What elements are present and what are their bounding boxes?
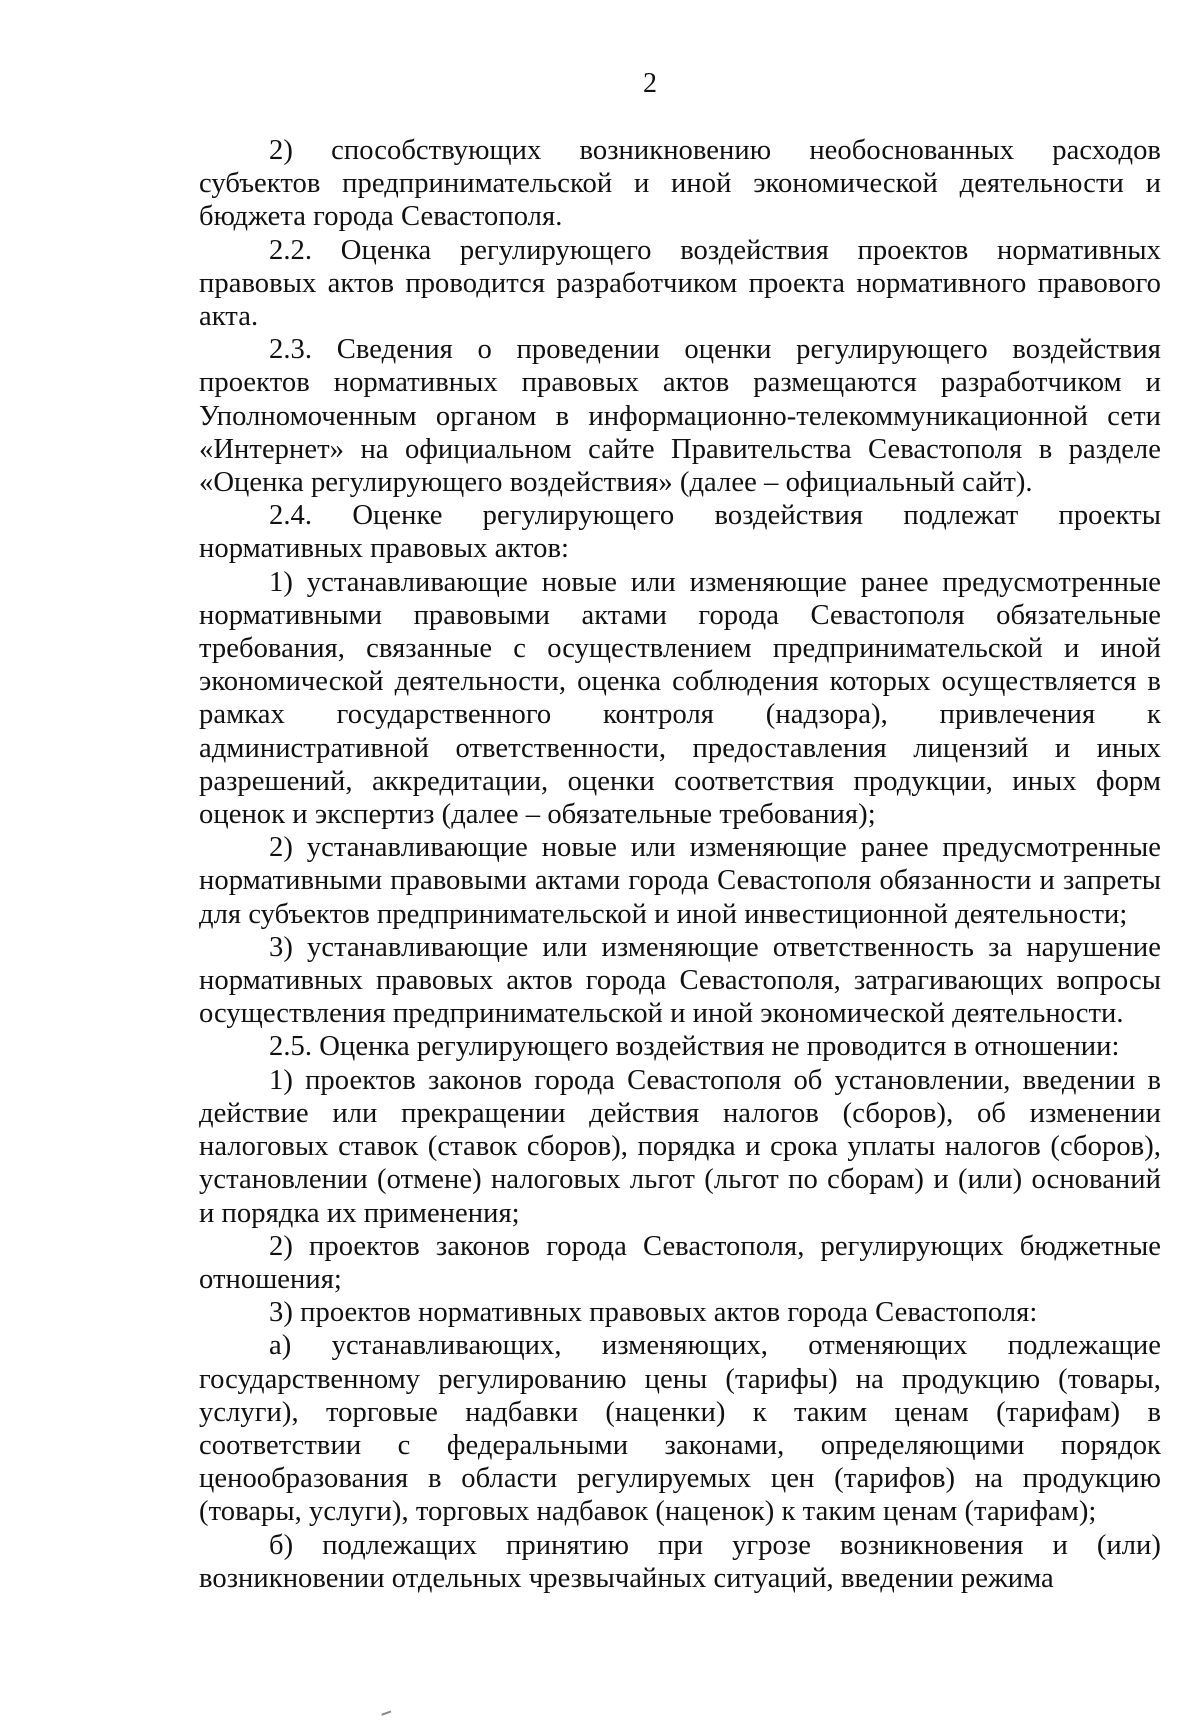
document-body xyxy=(199,134,1161,1595)
paragraph-2-5-item-3-a: а) устанавливающих, изменяющих, отменяющих подлежащие государственному регулированию цены (тарифы) на продукцию (товары, услуги), торговые надбавки (наценки) к таким ценам (тарифам) в соответствии с федеральными законами, определяющими порядок ценообразования в области регулируемых цен (тарифов) на продукцию (товары, услуги), торговых надбавок (наценок) к таким ценам (тарифам); xyxy=(199,1330,1161,1528)
paragraph-2-5-item-2: 2) проектов законов города Севастополя, регулирующих бюджетные отношения; xyxy=(199,1230,1161,1295)
paragraph-2-2: 2.2. Оценка регулирующего воздействия проектов нормативных правовых актов проводится разработчиком проекта нормативного правового акта. xyxy=(199,234,1161,333)
scan-mark xyxy=(381,1710,392,1719)
paragraph-2-4-item-1: 1) устанавливающие новые или изменяющие ранее предусмотренные нормативными правовыми актами города Севастополя обязательные требования, связанные с осуществлением предпринимательской и иной экономической деятельности, оценка соблюдения которых осуществляется в рамках государственного контроля (надзора), привлечения к административной ответственности, предоставления лицензий и иных разрешений, аккредитации, оценки соответствия продукции, иных форм оценок и экспертиз (далее – обязательные требования); xyxy=(199,566,1161,831)
paragraph-item-2-continuation: 2) способствующих возникновению необоснованных расходов субъектов предпринимательской и иной экономической деятельности и бюджета города Севастополя. xyxy=(199,135,1161,233)
paragraph-2-4-item-2: 2) устанавливающие новые или изменяющие ранее предусмотренные нормативными правовыми актами города Севастополя обязанности и запреты для субъектов предпринимательской и иной инвестиционной деятельности; xyxy=(199,832,1161,930)
paragraph-2-5: 2.5. Оценка регулирующего воздействия не проводится в отношении: xyxy=(269,1031,1120,1063)
paragraph-2-3: 2.3. Сведения о проведении оценки регулирующего воздействия проектов нормативных правовых актов размещаются разработчиком и Уполномоченным органом в информационно-телекоммуникационной сети «Интернет» на официальном сайте Правительства Севастополя в разделе «Оценка регулирующего воздействия» (далее – официальный сайт). xyxy=(199,334,1161,499)
paragraph-2-5-item-3: 3) проектов нормативных правовых актов города Севастополя: xyxy=(269,1297,1038,1329)
page-number: 2 xyxy=(643,68,657,99)
paragraph-2-5-item-1: 1) проектов законов города Севастополя об установлении, введении в действие или прекращении действия налогов (сборов), об изменении налоговых ставок (ставок сборов), порядка и срока уплаты налогов (сборов), установлении (отмене) налоговых льгот (льгот по сборам) и (или) оснований и порядка их применения; xyxy=(199,1064,1161,1229)
paragraph-2-4: 2.4. Оценке регулирующего воздействия подлежат проекты нормативных правовых актов: xyxy=(199,500,1161,565)
paragraph-2-5-item-3-b: б) подлежащих принятию при угрозе возникновения и (или) возникновении отдельных чрезвычайных ситуаций, введении режима xyxy=(199,1529,1161,1594)
paragraph-2-4-item-3: 3) устанавливающие или изменяющие ответственность за нарушение нормативных правовых актов города Севастополя, затрагивающих вопросы осуществления предпринимательской и иной экономической деятельности. xyxy=(199,931,1161,1030)
